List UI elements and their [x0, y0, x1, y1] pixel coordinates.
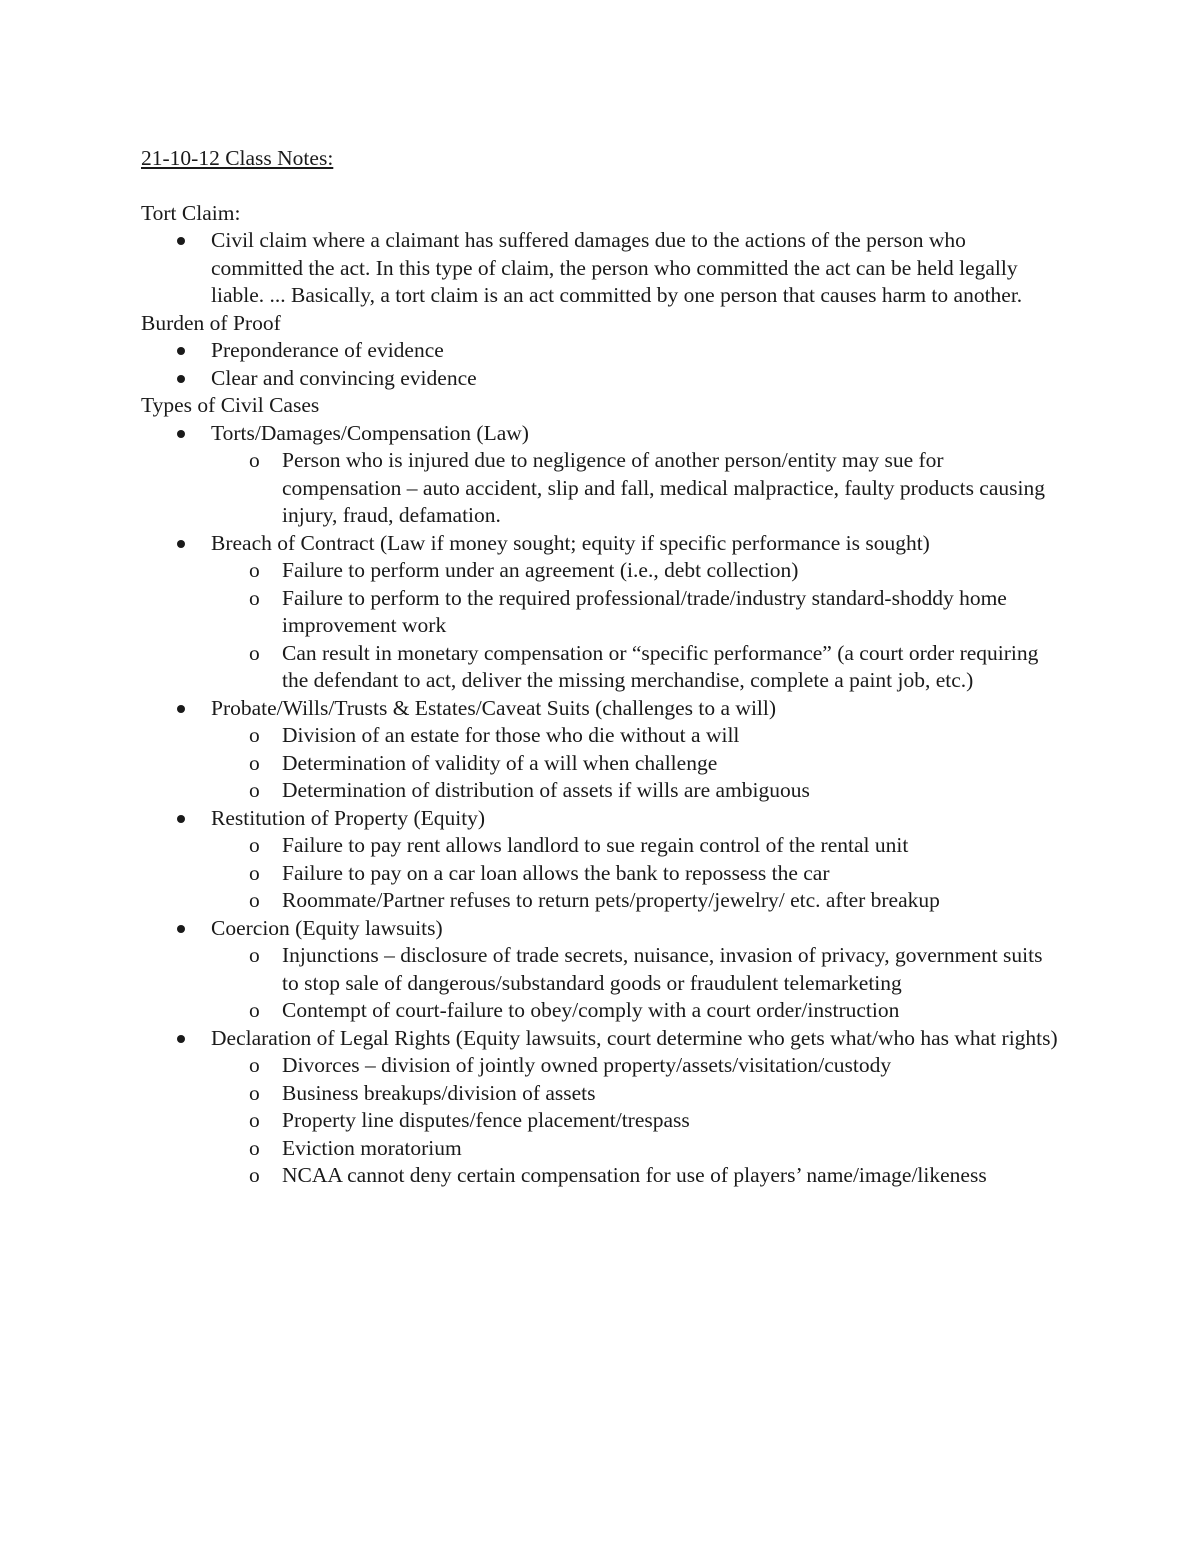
list-item	[141, 1025, 1061, 1190]
bullet-list	[141, 227, 1061, 310]
circle-bullet-icon: o	[249, 998, 260, 1022]
section-heading: Burden of Proof	[141, 310, 281, 335]
sub-list-item	[211, 1107, 1061, 1135]
bullet-icon	[177, 540, 185, 548]
sub-list-item-text: Failure to perform under an agreement (i.e., debt collection)	[282, 558, 799, 582]
circle-bullet-icon: o	[249, 640, 260, 665]
sub-list-item	[211, 1052, 1061, 1080]
circle-bullet-icon: o	[249, 723, 260, 747]
sub-list-item-text: Failure to perform to the required professional/trade/industry standard-shoddy home improvement work	[282, 585, 1007, 637]
sub-list-item-text: Property line disputes/fence placement/trespass	[282, 1108, 690, 1132]
sub-list-item	[211, 1080, 1061, 1108]
sub-list-item-text: Division of an estate for those who die without a will	[282, 723, 740, 747]
list-item	[141, 365, 1061, 393]
sub-list-item	[211, 722, 1061, 750]
sub-list-item-text: Determination of distribution of assets if wills are ambiguous	[282, 778, 810, 802]
list-item	[141, 420, 1061, 530]
sub-list-item-text: Injunctions – disclosure of trade secrets, nuisance, invasion of privacy, government suits to stop sale of dangerous/substandard goods or fraudulent telemarketing	[282, 943, 1043, 995]
bullet-icon	[177, 1035, 185, 1043]
notes-content	[141, 200, 1061, 1190]
sub-list-item	[211, 777, 1061, 805]
section-heading: Tort Claim:	[141, 200, 241, 225]
circle-bullet-icon: o	[249, 888, 260, 912]
sub-list-item	[211, 997, 1061, 1025]
sub-list-item	[211, 1135, 1061, 1163]
list-item-text: Declaration of Legal Rights (Equity lawsuits, court determine who gets what/who has what rights)	[211, 1025, 1058, 1050]
document-page	[141, 145, 1061, 1190]
circle-bullet-icon: o	[249, 1163, 260, 1187]
list-item-text: Preponderance of evidence	[211, 338, 444, 362]
sub-list-item	[211, 832, 1061, 860]
sub-list	[211, 447, 1061, 530]
bullet-icon	[177, 925, 185, 933]
bullet-icon	[177, 237, 185, 245]
sub-list-item	[211, 1162, 1061, 1190]
bullet-icon	[177, 815, 185, 823]
list-item-text: Clear and convincing evidence	[211, 365, 477, 390]
sub-list-item	[211, 447, 1061, 530]
sub-list	[211, 1052, 1061, 1190]
sub-list-item-text: NCAA cannot deny certain compensation for use of players’ name/image/likeness	[282, 1163, 987, 1187]
sub-list-item-text: Contempt of court-failure to obey/comply with a court order/instruction	[282, 998, 900, 1022]
bullet-list	[141, 337, 1061, 392]
section-heading: Types of Civil Cases	[141, 393, 320, 417]
list-item-text: Restitution of Property (Equity)	[211, 805, 486, 830]
sub-list-item	[211, 750, 1061, 778]
bullet-icon	[177, 705, 185, 713]
sub-list-item	[211, 942, 1061, 997]
sub-list-item-text: Failure to pay rent allows landlord to sue regain control of the rental unit	[282, 833, 909, 857]
list-item-text: Coercion (Equity lawsuits)	[211, 915, 443, 940]
sub-list-item-text: Business breakups/division of assets	[282, 1080, 596, 1105]
bullet-list	[141, 420, 1061, 1190]
circle-bullet-icon: o	[249, 778, 260, 802]
sub-list-item-text: Divorces – division of jointly owned property/assets/visitation/custody	[282, 1053, 892, 1077]
bullet-icon	[177, 347, 185, 355]
sub-list-item-text: Eviction moratorium	[282, 1135, 462, 1160]
sub-list	[211, 722, 1061, 805]
bullet-icon	[177, 430, 185, 438]
circle-bullet-icon: o	[249, 448, 260, 472]
sub-list-item-text: Can result in monetary compensation or “specific performance” (a court order requiring the defendant to act, deliver the missing merchandise, complete a paint job, etc.)	[282, 640, 1039, 692]
list-item	[141, 530, 1061, 695]
sub-list-item	[211, 887, 1061, 915]
list-item	[141, 227, 1061, 310]
circle-bullet-icon: o	[249, 943, 260, 967]
circle-bullet-icon: o	[249, 1053, 260, 1077]
bullet-icon	[177, 375, 185, 383]
sub-list	[211, 832, 1061, 915]
circle-bullet-icon: o	[249, 558, 260, 582]
sub-list-item	[211, 860, 1061, 888]
circle-bullet-icon: o	[249, 860, 260, 885]
list-item-text: Civil claim where a claimant has suffered damages due to the actions of the person who committed the act. In this type of claim, the person who committed the act can be held legally liable. ... Basically, a tort claim is an act committed by one person that causes harm to another.	[211, 228, 1023, 307]
circle-bullet-icon: o	[249, 585, 260, 610]
sub-list-item-text: Determination of validity of a will when challenge	[282, 750, 718, 775]
sub-list-item	[211, 640, 1061, 695]
sub-list-item-text: Roommate/Partner refuses to return pets/property/jewelry/ etc. after breakup	[282, 888, 940, 912]
circle-bullet-icon: o	[249, 750, 260, 775]
circle-bullet-icon: o	[249, 1108, 260, 1132]
list-item	[141, 695, 1061, 805]
list-item-text: Breach of Contract (Law if money sought; equity if specific performance is sought)	[211, 530, 930, 555]
sub-list-item	[211, 557, 1061, 585]
sub-list	[211, 557, 1061, 695]
sub-list-item	[211, 585, 1061, 640]
sub-list-item-text: Failure to pay on a car loan allows the bank to repossess the car	[282, 860, 830, 885]
circle-bullet-icon: o	[249, 833, 260, 857]
list-item	[141, 337, 1061, 365]
sub-list-item-text: Person who is injured due to negligence of another person/entity may sue for compensation – auto accident, slip and fall, medical malpractice, faulty products causing injury, fraud, defamation.	[282, 448, 1045, 527]
page-title: 21-10-12 Class Notes:	[141, 146, 334, 170]
list-item	[141, 805, 1061, 915]
list-item-text: Probate/Wills/Trusts & Estates/Caveat Suits (challenges to a will)	[211, 695, 777, 720]
list-item-text: Torts/Damages/Compensation (Law)	[211, 420, 529, 445]
circle-bullet-icon: o	[249, 1080, 260, 1105]
list-item	[141, 915, 1061, 1025]
sub-list	[211, 942, 1061, 1025]
circle-bullet-icon: o	[249, 1135, 260, 1160]
